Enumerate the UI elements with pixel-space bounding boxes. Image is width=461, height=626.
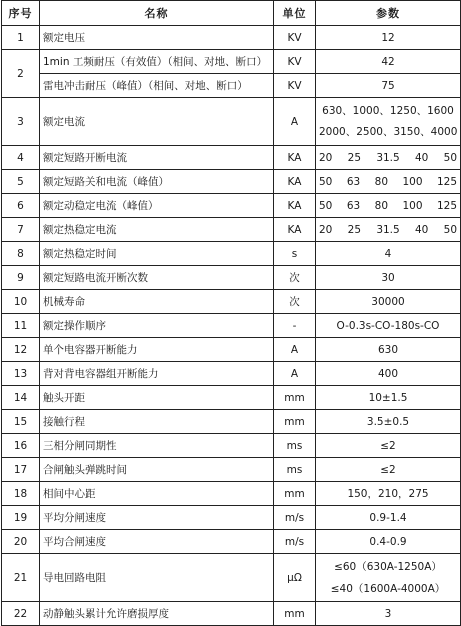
row-no: 2	[2, 50, 40, 98]
row-unit: ms	[274, 458, 316, 482]
row-unit: A	[274, 362, 316, 386]
row-no: 10	[2, 290, 40, 314]
row-no: 12	[2, 338, 40, 362]
row-unit: A	[274, 338, 316, 362]
row-unit: m/s	[274, 506, 316, 530]
row-unit: mm	[274, 386, 316, 410]
row-name: 机械寿命	[40, 290, 274, 314]
value-item: 20	[319, 151, 333, 164]
row-no: 5	[2, 170, 40, 194]
row-name: 额定短路电流开断次数	[40, 266, 274, 290]
row-value	[316, 554, 461, 602]
row-name: 额定操作顺序	[40, 314, 274, 338]
row-no: 18	[2, 482, 40, 506]
row-unit: μΩ	[274, 554, 316, 602]
table-row	[2, 170, 461, 194]
header-row	[2, 1, 461, 26]
table-row	[2, 482, 461, 506]
value-item: 31.5	[376, 151, 400, 164]
row-no: 7	[2, 218, 40, 242]
row-unit: 次	[274, 266, 316, 290]
row-value: ≤2	[316, 458, 461, 482]
row-name: 额定短路关和电流（峰值）	[40, 170, 274, 194]
value-item: 125	[436, 199, 458, 212]
row-name: 额定短路开断电流	[40, 146, 274, 170]
row-unit: 次	[274, 290, 316, 314]
row-name: 动静触头累计允许磨损厚度	[40, 602, 274, 626]
value-item: 80	[374, 175, 389, 188]
row-value: 630	[316, 338, 461, 362]
value-item: 40	[414, 151, 429, 164]
value-item: 125	[436, 175, 458, 188]
table-row	[2, 434, 461, 458]
row-value: 150，210，275	[316, 482, 461, 506]
value-line: 630、1000、1250、1600	[322, 104, 454, 117]
table-row	[2, 50, 461, 74]
row-unit: s	[274, 242, 316, 266]
row-unit: KV	[274, 50, 316, 74]
row-value: 30	[316, 266, 461, 290]
row-value: 42	[316, 50, 461, 74]
table-row	[2, 458, 461, 482]
value-line: ≤60（630A-1250A）	[334, 560, 442, 573]
row-no: 11	[2, 314, 40, 338]
value-item: 50	[319, 175, 333, 188]
row-value: 0.9-1.4	[316, 506, 461, 530]
row-unit: KV	[274, 26, 316, 50]
table-row	[2, 266, 461, 290]
value-item: 50	[443, 223, 458, 236]
row-no: 9	[2, 266, 40, 290]
row-name: 额定电流	[40, 98, 274, 146]
header-unit: 单位	[274, 1, 316, 26]
row-value: O-0.3s-CO-180s-CO	[316, 314, 461, 338]
row-name: 合闸触头弹跳时间	[40, 458, 274, 482]
row-no: 6	[2, 194, 40, 218]
row-unit: KA	[274, 218, 316, 242]
row-no: 4	[2, 146, 40, 170]
row-value	[316, 146, 461, 170]
table-row	[2, 146, 461, 170]
table-row	[2, 530, 461, 554]
row-value	[316, 98, 461, 146]
row-value: 12	[316, 26, 461, 50]
table-row	[2, 386, 461, 410]
row-unit: KA	[274, 194, 316, 218]
row-no: 20	[2, 530, 40, 554]
table-row	[2, 362, 461, 386]
row-unit: KA	[274, 170, 316, 194]
value-item: 40	[414, 223, 429, 236]
value-item: 20	[319, 223, 333, 236]
row-name: 相间中心距	[40, 482, 274, 506]
row-unit: -	[274, 314, 316, 338]
row-no: 22	[2, 602, 40, 626]
row-name: 1min 工频耐压（有效值）（相间、对地、断口）	[40, 50, 274, 74]
row-name: 导电回路电阻	[40, 554, 274, 602]
row-unit: mm	[274, 482, 316, 506]
row-unit: KA	[274, 146, 316, 170]
row-value: 400	[316, 362, 461, 386]
row-value: ≤2	[316, 434, 461, 458]
row-name: 接触行程	[40, 410, 274, 434]
row-unit: mm	[274, 602, 316, 626]
row-name: 触头开距	[40, 386, 274, 410]
row-name: 额定热稳定时间	[40, 242, 274, 266]
table-row	[2, 242, 461, 266]
spec-table	[1, 0, 461, 626]
row-unit: ms	[274, 434, 316, 458]
row-no: 13	[2, 362, 40, 386]
table-row	[2, 338, 461, 362]
table-row	[2, 98, 461, 146]
value-item: 31.5	[376, 223, 400, 236]
row-no: 3	[2, 98, 40, 146]
table-row	[2, 218, 461, 242]
row-no: 1	[2, 26, 40, 50]
header-no: 序号	[2, 1, 40, 26]
value-item: 80	[374, 199, 389, 212]
header-param: 参数	[316, 1, 461, 26]
row-value: 75	[316, 74, 461, 98]
row-name: 额定动稳定电流（峰值）	[40, 194, 274, 218]
row-value	[316, 170, 461, 194]
table-row	[2, 554, 461, 602]
table-row	[2, 410, 461, 434]
row-name: 三相分闸同期性	[40, 434, 274, 458]
value-line: 2000、2500、3150、4000	[319, 125, 458, 138]
value-item: 50	[319, 199, 333, 212]
row-no: 21	[2, 554, 40, 602]
row-name: 单个电容器开断能力	[40, 338, 274, 362]
value-item: 100	[402, 175, 423, 188]
row-no: 16	[2, 434, 40, 458]
row-name: 雷电冲击耐压（峰值）（相间、对地、断口）	[40, 74, 274, 98]
row-name: 额定热稳定电流	[40, 218, 274, 242]
table-row	[2, 290, 461, 314]
row-no: 14	[2, 386, 40, 410]
row-value	[316, 194, 461, 218]
table-row	[2, 74, 461, 98]
row-value: 0.4-0.9	[316, 530, 461, 554]
table-row	[2, 26, 461, 50]
row-no: 19	[2, 506, 40, 530]
value-item: 50	[443, 151, 458, 164]
row-unit: mm	[274, 410, 316, 434]
value-line: ≤40（1600A-4000A）	[330, 582, 446, 595]
header-name: 名称	[40, 1, 274, 26]
value-item: 25	[347, 223, 362, 236]
value-item: 100	[402, 199, 423, 212]
value-item: 63	[346, 199, 361, 212]
row-name: 平均分闸速度	[40, 506, 274, 530]
table-row	[2, 314, 461, 338]
row-unit: m/s	[274, 530, 316, 554]
row-no: 8	[2, 242, 40, 266]
row-name: 平均合闸速度	[40, 530, 274, 554]
row-no: 17	[2, 458, 40, 482]
row-value: 10±1.5	[316, 386, 461, 410]
table-row	[2, 602, 461, 626]
value-item: 63	[346, 175, 361, 188]
row-value: 4	[316, 242, 461, 266]
row-value: 3	[316, 602, 461, 626]
table-row	[2, 194, 461, 218]
table-row	[2, 506, 461, 530]
row-value: 3.5±0.5	[316, 410, 461, 434]
row-unit: KV	[274, 74, 316, 98]
row-unit: A	[274, 98, 316, 146]
row-name: 背对背电容器组开断能力	[40, 362, 274, 386]
row-value	[316, 218, 461, 242]
row-value: 30000	[316, 290, 461, 314]
row-name: 额定电压	[40, 26, 274, 50]
row-no: 15	[2, 410, 40, 434]
value-item: 25	[347, 151, 362, 164]
